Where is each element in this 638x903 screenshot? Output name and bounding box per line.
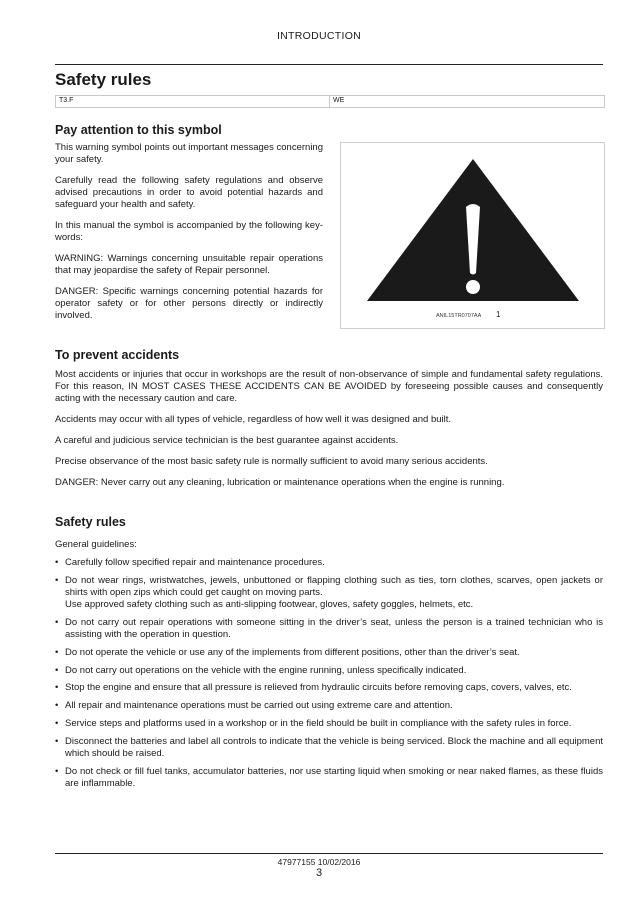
- paragraph: Carefully read the following safety regulations and observe advised precautions in order to avoid potential hazards and safeguard your health and safety.: [55, 174, 323, 211]
- safety-rules-text: [55, 539, 603, 796]
- symbol-text-column: [55, 142, 323, 331]
- figure-number: 1: [496, 310, 501, 319]
- bullet-icon: •: [55, 556, 59, 568]
- figure-caption: ANIL15TR0707AA: [436, 313, 482, 319]
- guidelines-intro: General guidelines:: [55, 539, 137, 550]
- paragraph: A careful and judicious service technician is the best guarantee against accidents.: [55, 435, 399, 446]
- bullet-icon: •: [55, 616, 59, 628]
- paragraph: DANGER: Never carry out any cleaning, lubrication or maintenance operations when the engine is running.: [55, 476, 505, 488]
- warning-figure: [340, 142, 605, 329]
- list-item: • Stop the engine and ensure that all pressure is relieved from hydraulic circuits before removing caps, covers, valves, etc.: [55, 682, 572, 694]
- guidelines-list: [55, 557, 603, 790]
- document-number: 47977155 10/02/2016: [277, 857, 361, 867]
- footer-rule: [55, 853, 603, 854]
- list-item: • Disconnect the batteries and label all controls to indicate that the vehicle is being serviced. Block the machine and all equipment which should be raised.: [55, 735, 603, 759]
- paragraph: This warning symbol points out important messages concerning your safety.: [55, 142, 323, 166]
- paragraph: Precise observance of the most basic safety rule is normally sufficient to avoid many serious accidents.: [55, 455, 488, 467]
- meta-divider: [329, 96, 330, 107]
- bullet-icon: •: [55, 682, 59, 694]
- bullet-icon: •: [55, 735, 59, 747]
- meta-bar: [55, 95, 605, 108]
- paragraph: Accidents may occur with all types of vehicle, regardless of how well it was designed and built.: [55, 414, 452, 426]
- page-number: 3: [315, 867, 323, 879]
- warning-triangle-icon: [363, 155, 583, 305]
- list-item: • Do not check or fill fuel tanks, accumulator batteries, nor use starting liquid when smoking or near naked flames, as these fluids are inflammable.: [55, 765, 603, 789]
- paragraph: In this manual the symbol is accompanied by the following key-words:: [55, 220, 323, 244]
- paragraph: WARNING: Warnings concerning unsuitable repair operations that may jeopardise the safety of Repair personnel.: [55, 252, 323, 277]
- list-item: • Do not carry out repair operations with someone sitting in the driver’s seat, unless the person is a trained technician who is assisting with the operation in question.: [55, 616, 603, 640]
- list-item: • All repair and maintenance operations must be carried out using extreme care and attention.: [55, 700, 453, 712]
- list-item: • Do not operate the vehicle or use any of the implements from different positions, other than the driver’s seat.: [55, 646, 520, 658]
- meta-left: T3.F: [59, 97, 74, 104]
- bullet-icon: •: [55, 574, 59, 586]
- bullet-icon: •: [55, 646, 59, 658]
- header-rule: [55, 64, 603, 65]
- bullet-icon: •: [55, 765, 59, 777]
- list-item: • Service steps and platforms used in a workshop or in the field should be built in compliance with the safety rules in force.: [55, 717, 572, 729]
- bullet-icon: •: [55, 700, 59, 712]
- section-heading-accidents: To prevent accidents: [55, 348, 180, 362]
- list-item: • Do not carry out operations on the vehicle with the engine running, unless specifically indicated.: [55, 664, 467, 676]
- section-heading-symbol: Pay attention to this symbol: [55, 123, 222, 137]
- paragraph: DANGER: Specific warnings concerning potential hazards for operator safety or for other persons directly or indirectly involved.: [55, 285, 323, 322]
- bullet-icon: •: [55, 664, 59, 676]
- list-item: • Carefully follow specified repair and maintenance procedures.: [55, 556, 325, 568]
- paragraph: Most accidents or injuries that occur in workshops are the result of non-observance of simple and fundamental safety regulations. For this reason, IN MOST CASES THESE ACCIDENTS CAN BE AVOIDED by foreseeing possible causes and consequently acting with the necessary caution and care.: [55, 369, 603, 405]
- running-header: INTRODUCTION: [276, 30, 362, 42]
- accidents-text: [55, 369, 603, 497]
- page-title: Safety rules: [55, 70, 152, 89]
- section-heading-safety-rules: Safety rules: [55, 515, 126, 529]
- meta-right: WE: [333, 97, 345, 104]
- list-item: • Do not wear rings, wristwatches, jewels, unbuttoned or flapping clothing such as ties, torn clothes, scarves, open jackets or shirts with open zips which could get caught on moving parts. Use approved safety clothing such as anti-slipping footwear, gloves, safety goggles, helmets, etc.: [55, 574, 603, 610]
- bullet-icon: •: [55, 717, 59, 729]
